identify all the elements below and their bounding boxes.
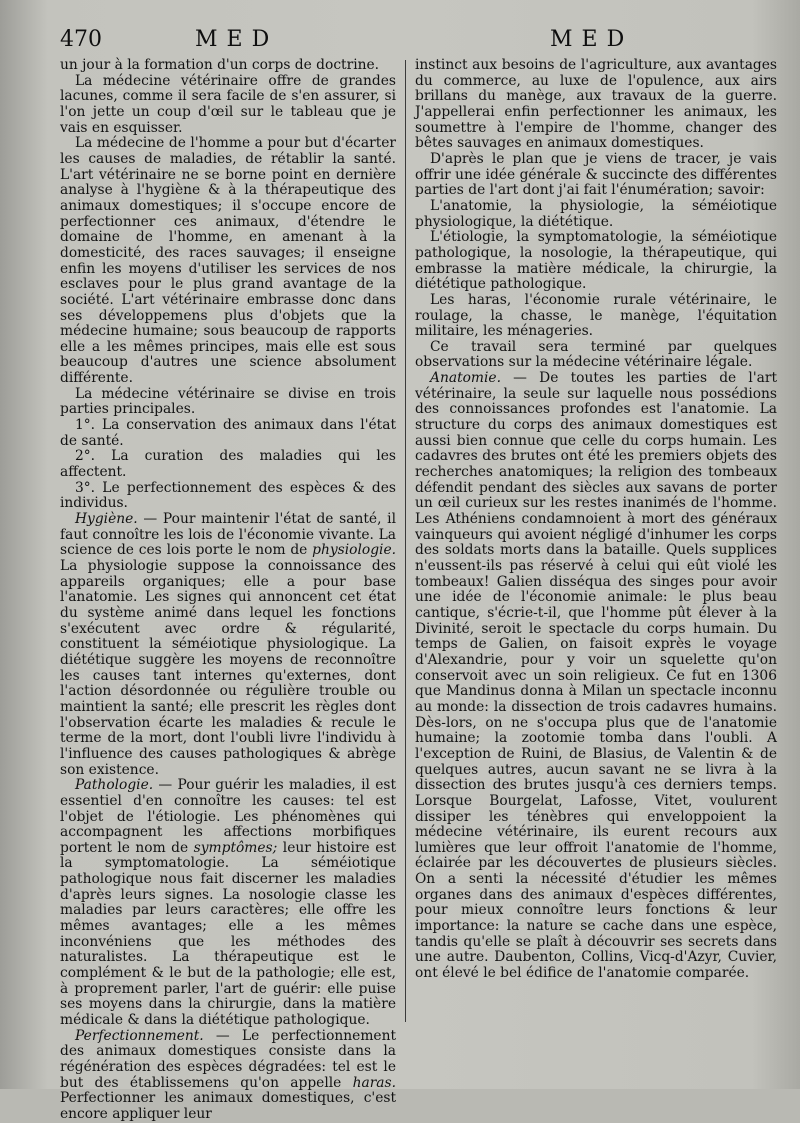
page-number: 470: [60, 27, 102, 52]
paragraph: Ce travail sera terminé par quelques observations sur la médecine vétérinaire légale.: [415, 338, 777, 371]
list-item: 1°. La conservation des animaux dans l'état de santé.: [60, 417, 396, 449]
paragraph: L'étiologie, la symptomatologie, la séméiotique pathologique, la nosologie, la thérapeutique, qui embrasse la matière médicale, la chirurgie, la diététique pathologique.: [415, 229, 777, 293]
section-text: Perfectionner les animaux domestiques, c'est encore appliquer leur: [60, 1090, 396, 1122]
right-column: [415, 58, 777, 982]
paragraph: instinct aux besoins de l'agriculture, aux avantages du commerce, au luxe de l'opulence, aux airs brillans du manège, aux travaux de la guerre. J'appellerai enfin perfectionner les animaux, les soumettre à l'empire de l'homme, changer des bêtes sauvages en animaux domestiques.: [415, 57, 777, 152]
paragraph: La médecine de l'homme a pour but d'écarter les causes de maladies, de rétablir la santé. L'art vétérinaire ne se borne point en dernière analyse à l'hygiène & à la thérapeutique des animaux domestiques; il s'occupe encore de perfectionner ces animaux, d'étendre le domaine de l'homme, en amenant à la domesticité, des races sauvages; il enseigne enfin les moyens d'utiliser les services de nos esclaves pour le plus grand avantage de la société. L'art vétérinaire embrasse donc dans ses développemens plus d'objets que la médecine humaine; sous beaucoup de rapports elle a les mêmes principes, mais elle est sous beaucoup d'autres une science absolument différente.: [60, 135, 396, 387]
right-running-head: MED: [550, 27, 634, 52]
paragraph: D'après le plan que je viens de tracer, je vais offrir une idée générale & succincte des différentes parties de l'art dont j'ai fait l'énumération; savoir:: [415, 150, 777, 199]
section-label: Pathologie.: [75, 777, 154, 794]
running-header: [0, 27, 800, 57]
section-perfectionnement: [60, 1029, 396, 1123]
section-anatomie: [415, 371, 777, 982]
section-text: — Pour guérir les maladies, il est essentiel d'en connoître les causes: tel est l'objet de l'étiologie. Les phénomènes qui accompagnent les affections morbifiques portent le nom de: [60, 777, 396, 856]
italic-term: symptômes;: [193, 839, 278, 856]
list-item: 2°. La curation des maladies qui les affectent.: [60, 448, 396, 481]
italic-term: physiologie.: [312, 542, 396, 559]
column-divider: [405, 60, 406, 1022]
italic-term: haras.: [352, 1074, 396, 1091]
section-label: Hygiène.: [75, 511, 138, 528]
list-item: 3°. Le perfectionnement des espèces & des individus.: [60, 479, 396, 512]
section-text: — Le perfectionnement des animaux domestiques consiste dans la régénération des espèces dégradées: tel est le but des établissemens qu'on appelle: [60, 1027, 396, 1091]
section-label: Perfectionnement.: [75, 1027, 204, 1044]
paragraph: La médecine vétérinaire offre de grandes lacunes, comme il sera facile de s'en assurer, si l'on jette un coup d'œil sur le tableau que je vais en esquisser.: [60, 72, 396, 136]
paragraph: L'anatomie, la physiologie, la séméiotique physiologique, la diététique.: [415, 197, 777, 230]
section-text: — Pour maintenir l'état de santé, il faut connoître les lois de l'économie vivante. La science de ces lois porte le nom de: [60, 511, 396, 559]
paragraph: La médecine vétérinaire se divise en trois parties principales.: [60, 385, 396, 418]
paragraph: un jour à la formation d'un corps de doctrine.: [60, 57, 380, 73]
section-text: La physiologie suppose la connoissance des appareils organiques; elle a pour base l'anatomie. Les signes qui annoncent cet état du système animé dans lequel les fonctions s'exécutent avec ordre & régularité, constituent la séméiotique physiologique. La diététique suggère les moyens de reconnoître les causes tant internes qu'externes, dont l'action désordonnée ou régulière trouble ou maintient la santé; elle prescrit les règles dont l'observation écarte les maladies & recule le terme de la mort, dont l'oubli livre l'individu à l'influence des causes pathologiques & abrège son existence.: [60, 558, 396, 778]
section-pathologie: [60, 778, 396, 1029]
section-text: — De toutes les parties de l'art vétérinaire, la seule sur laquelle nous possédions des connoissances profondes est l'anatomie. La structure du corps des animaux domestiques est aussi bien connue que celle du corps humain. Les cadavres des brutes ont été les premiers objets des recherches anatomiques; la religion des tombeaux défendit pendant des siècles aux savans de porter un œil curieux sur les restes inanimés de l'homme. Les Athéniens condamnoient à mort des généraux vainqueurs qui avoient négligé d'inhumer les corps des soldats morts dans la bataille. Quels supplices n'eussent-ils pas réservé à celui qui eût violé les tombeaux! Galien disséqua des singes pour avoir une idée de l'économie animale: le plus beau cantique, s'écrie-t-il, que l'homme pût élever à la Divinité, seroit le spectacle du corps humain. Du temps de Galien, on faisoit exprès le voyage d'Alexandrie, pour y voir un squelette qu'on conservoit avec un soin religieux. Ce fut en 1306 que Mandinus donna à Milan un spectacle inconnu au monde: la dissection de trois cadavres humains. Dès-lors, on ne s'occupa plus que de l'anatomie humaine; la zootomie tomba dans l'oubli. A l'exception de Ruini, de Blasius, de Valentin & de quelques autres, aucun savant ne se livra à la dissection des brutes jusqu'à ces derniers temps. Lorsque Bourgelat, Lafosse, Vitet, voulurent dissiper les ténèbres qui enveloppoient la médecine vétérinaire, ils eurent recours aux lumières que leur offroit l'anatomie de l'homme, éclairée par les découvertes de plusieurs siècles. On a senti la nécessité d'étudier les mêmes organes dans des animaux d'espèces différentes, pour mieux connoître leurs fonctions & leur importance: la nature se cache dans une espèce, tandis qu'elle se plaît à découvrir ses secrets dans une autre. Daubenton, Collins, Vicq-d'Azyr, Cuvier, ont élevé le bel édifice de l'anatomie comparée.: [415, 370, 777, 982]
left-running-head: MED: [195, 27, 279, 52]
section-label: Anatomie.: [430, 370, 501, 387]
paragraph: Les haras, l'économie rurale vétérinaire, le roulage, la chasse, le manège, l'équitation militaire, les ménageries.: [415, 291, 777, 340]
left-column: [60, 58, 396, 1123]
section-text: leur histoire est la symptomatologie. La séméiotique pathologique nous fait discerner les maladies d'après leurs signes. La nosologie classe les maladies par leurs caractères; elle offre les mêmes avantages; elle a les mêmes inconvéniens que les méthodes des naturalistes. La thérapeutique est le complément & le but de la pathologie; elle est, à proprement parler, l'art de guérir: elle puise ses moyens dans la chirurgie, dans la matière médicale & dans la diététique pathologique.: [60, 839, 396, 1029]
section-hygiene: [60, 512, 396, 778]
